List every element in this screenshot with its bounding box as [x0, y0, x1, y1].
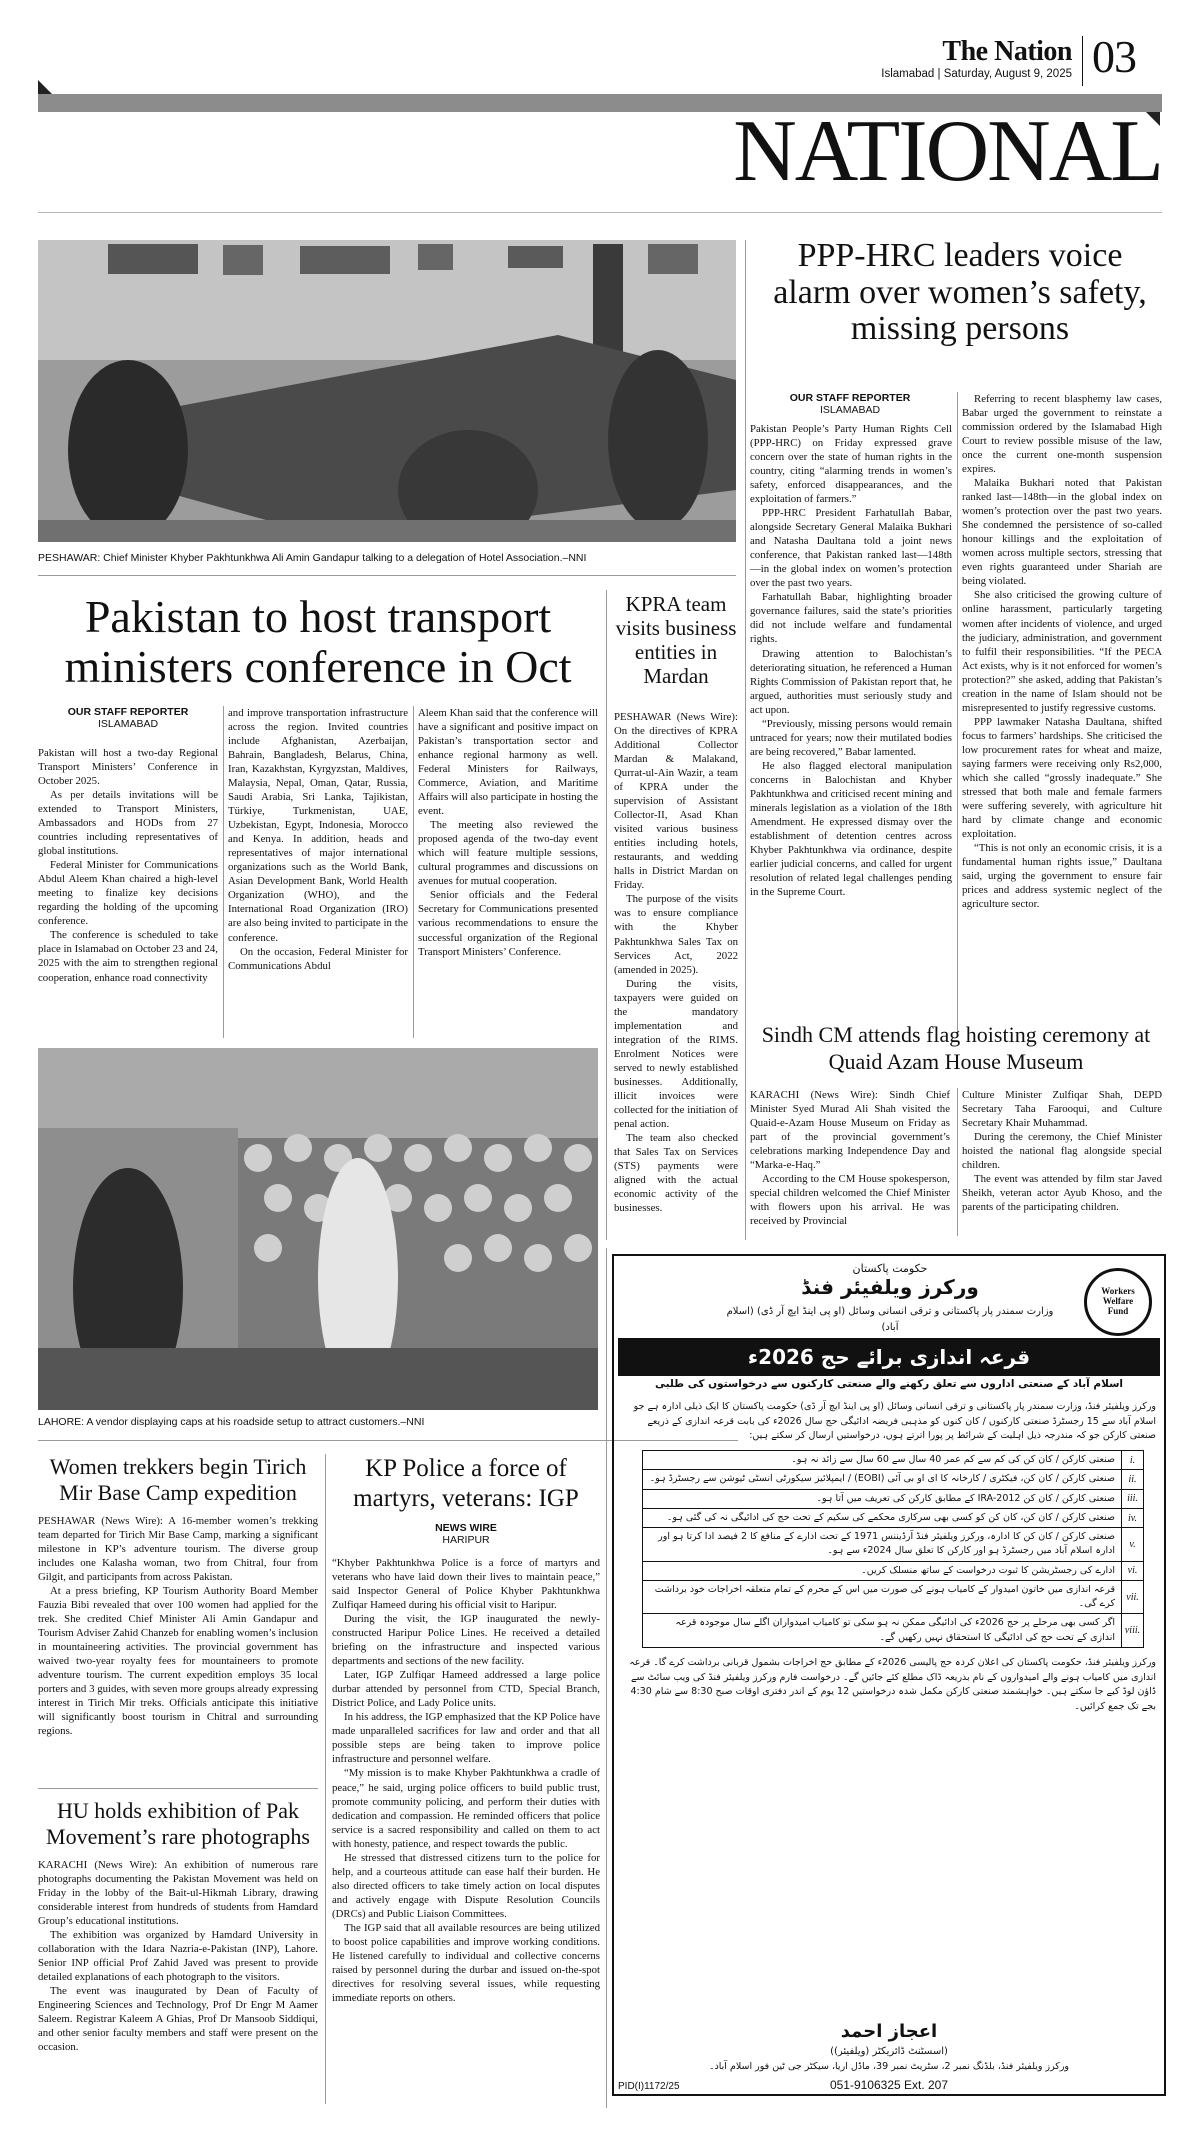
kpra-headline: KPRA team visits business entities in Mardan [615, 592, 737, 689]
ppp-body-col1 [750, 422, 952, 899]
trekkers-body [38, 1514, 318, 1739]
kp-police-body [332, 1556, 600, 2005]
advert-condition-text: صنعتی کارکن / کان کن، فیکٹری / کارخانہ کا ای او بی آئی (EOBI) / ایمپلائیز سیکورٹی انسٹی ٹیوشن سے رجسٹرڈ ہو۔ [649, 1473, 1115, 1485]
advert-condition-number: i. [1121, 1451, 1143, 1469]
section-title: NATIONAL [733, 103, 1162, 200]
top-bar-left-mark [38, 80, 52, 94]
hu-paragraph: The exhibition was organized by Hamdard University in collaboration with the Idara Nazria-e-Pakistan (INP), Lahore. Senior INP official Prof Zahid Javed was present to provide detailed explanations of each photograph to the visitors. [38, 1929, 318, 1984]
advert-org-name: ورکرز ویلفیئر فنڈ [801, 1275, 979, 1299]
kp-police-headline: KP Police a force of martyrs, veterans: IGP [353, 1455, 579, 1512]
trekkers-headline: Women trekkers begin Tirich Mir Base Camp expedition [49, 1454, 307, 1506]
transport-body-col3 [418, 706, 598, 959]
advert-closing: ورکرز ویلفیئر فنڈ، حکومت پاکستان کی اعلان کردہ حج پالیسی 2026ء کے مطابق حج اخراجات بشمول قربانی برداشت کرے گا۔ قرعہ اندازی میں کامیاب ہونے والے امیدواروں کے نام بذریعہ ڈاک مطلع کئے جائیں گے۔ درخواست فارم ورکرز ویلفیئر فنڈ کی ویب سائٹ سے ڈاؤن لوڈ کیے جا سکتے ہیں۔ خواہشمند صنعتی کارکن مکمل شدہ درخواستیں 12 یوم کے اندر دفتری اوقات صبح 8:30 سے شام 4:30 بجے تک جمع کرائیں۔ [629, 1656, 1156, 1713]
advert-condition-row [642, 1490, 1144, 1509]
trekkers-hu-rule [38, 1788, 318, 1789]
sindh-paragraph: During the ceremony, the Chief Minister hoisted the national flag alongside special children. [962, 1131, 1162, 1172]
sindh-paragraph: The event was attended by film star Javed Sheikh, veteran actor Ayub Khoso, and the parents of the participating children. [962, 1173, 1162, 1214]
advert-condition-row [642, 1562, 1144, 1581]
advert-condition-row [642, 1528, 1144, 1562]
advert-ministry: وزارت سمندر پار پاکستانی و ترقی انسانی وسائل (او پی اینڈ ایچ آر ڈی) (اسلام آباد) [726, 1306, 1054, 1333]
kpra-body [614, 710, 738, 1215]
left-mid-rule [325, 1454, 326, 2104]
advert-condition-row [642, 1470, 1144, 1489]
advert-condition-row [642, 1614, 1144, 1648]
left-right-rule-1 [745, 240, 746, 1240]
ppp-paragraph: Farhatullah Babar, highlighting broader governance failures, said the state’s priorities did not include welfare and fundamental rights. [750, 591, 952, 646]
advert-phone: 051-9106325 Ext. 207 [829, 2078, 949, 2092]
edition-date: Islamabad | Saturday, August 9, 2025 [881, 68, 1072, 80]
transport-paragraph: The conference is scheduled to take place in Islamabad on October 23 and 24, 2025 with the aim to strengthen regional cooperation, enhance road connectivity [38, 929, 218, 984]
transport-paragraph: Aleem Khan said that the conference will have a significant and positive impact on Pakistan’s transportation sector and enhance regional harmony as well. Federal Ministers for Railways, Commerce, Aviation, and Maritime Affairs will also participate in hosting the event. [418, 707, 598, 818]
kpra-paragraph: PESHAWAR (News Wire): On the directives of KPRA Additional Collector Mardan & Malakand, Qurrat-ul-Ain Wazir, a team of KPRA under the supervision of Assistant Collector-II, Asad Khan visited various business entities including hotels, restaurants, and wedding halls in District Mardan on Friday. [614, 711, 738, 892]
meeting-photo [38, 240, 736, 542]
advert-condition-number: v. [1121, 1528, 1143, 1561]
kp-police-paragraph: The IGP said that all available resources are being utilized to boost police capabilities and improve working conditions. He listened carefully to individual and collective concerns raised by personnel during the durbar and issued on-the-spot directives for resolving several issues, while requesting immediate reports on others. [332, 1921, 600, 2004]
transport-paragraph: Federal Minister for Communications Abdul Aleem Khan chaired a high-level meeting to finalize key decisions regarding the holding of the upcoming conference. [38, 859, 218, 928]
cap-vendor-photo [38, 1048, 598, 1410]
page-number: 03 [1092, 31, 1136, 82]
ppp-paragraph: Referring to recent blasphemy law cases, Babar urged the government to reinstate a commission ordered by the Islamabad High Court to review possible misuse of the law, once the current one-month suspension expires. [962, 393, 1162, 476]
kp-police-paragraph: “My mission is to make Khyber Pakhtunkhwa a cradle of peace,” he said, urging police officers to build public trust, promote community policing, and perform their duties with dedication and compassion. He reminded officers that police service is a sacred responsibility and called on them to act with honesty, patience, and respect towards the public. [332, 1767, 600, 1850]
ppp-paragraph: “This is not only an economic crisis, it is a fundamental human rights issue,” Daultana said, urging the government to ensure fair prices and address systemic neglect of the agriculture sector. [962, 842, 1162, 911]
advert-condition-text: صنعتی کارکن / کان کن IRA-2012 کے مطابق کارکن کی تعریف میں آتا ہو۔ [816, 1492, 1115, 1504]
hu-paragraph: KARACHI (News Wire): An exhibition of numerous rare photographs documenting the Pakistan Movement was held on Friday in the lobby of the Bait-ul-Hikmah Library, drawing considerable interest from hundreds of students from Hamdard Group’s educational institutions. [38, 1859, 318, 1928]
ppp-col-rule [957, 392, 958, 1032]
sindh-body-col2 [962, 1088, 1162, 1214]
kpra-paragraph: The purpose of the visits was to ensure compliance with the Khyber Pakhtunkhwa Sales Tax on Services Act, 2022 (amended in 2025). [614, 893, 738, 976]
sindh-headline: Sindh CM attends flag hoisting ceremony at Quaid Azam House Museum [761, 1022, 1151, 1074]
advert-condition-text: صنعتی کارکن / کان کن، کان کن کو کسی بھی سرکاری محکمے کی سکیم کے تحت حج کی ادائیگی نہ کی گئی ہو۔ [666, 1511, 1115, 1523]
transport-headline: Pakistan to host transport ministers conference in Oct [64, 591, 572, 692]
ppp-paragraph: “Previously, missing persons would remain untraced for years; now their mutilated bodies are being recovered,” Babar lamented. [750, 717, 952, 758]
advert-logo-text: Workers Welfare Fund [1101, 1286, 1135, 1316]
advert-intro: ورکرز ویلفیئر فنڈ، وزارت سمندر پار پاکستانی و ترقی انسانی وسائل (او پی اینڈ ایچ آر ڈی) حکومت پاکستان کا ایک ذیلی ادارہ ہے جو اسلام آباد سے 15 رجسٹرڈ صنعتی کارکنوں / کان کنوں کو مذہبی فریضہ ادائیگی حج سال 2026ء کی بابت قرعہ اندازی کے ذریعے صنعتی کارکن جو کہ مندرجہ ذیل اہلیت کے شرائط پر پورا اترتے ہوں، درخواستیں ارسال کر سکتے ہیں: [633, 1401, 1156, 1442]
trekkers-paragraph: At a press briefing, KP Tourism Authority Board Member Fauzia Bibi revealed that over 100 women had applied for the trek. She credited Chief Minister Ali Amin Gandapur and Tourism Adviser Zahid Chanzeb for enabling women’s inclusion in mountaineering activities. The provincial government has waived two-year royalty fees for mountaineers to promote adventure tourism. The current expedition employs 35 local porters and 3 guides, with seven more groups already expressing interest in Tirich Mir treks. Officials anticipate this initiative will significantly boost tourism in Chitral and surrounding regions. [38, 1585, 318, 1738]
trekkers-paragraph: PESHAWAR (News Wire): A 16-member women’s trekking team departed for Tirich Mir Base Camp, marking a significant milestone in KP’s adventure tourism. The diverse group includes one Kalasha woman, two from Chitral, four from Gilgit, and participants from across Pakistan. [38, 1515, 318, 1584]
transport-byline: OUR STAFF REPORTER [67, 706, 189, 718]
ppp-body-col2 [962, 392, 1162, 911]
kp-police-paragraph: He stressed that distressed citizens turn to the police for help, and a courteous attitude can ease half their burden. He also directed officers to take timely action on local disputes and actively engage with Dispute Resolution Councils (DRCs) and Public Liaison Committees. [332, 1851, 600, 1920]
advert-banner-text: قرعہ اندازی برائے حج 2026ء [747, 1344, 1031, 1369]
sindh-body-col1 [750, 1088, 950, 1228]
sindh-paragraph: KARACHI (News Wire): Sindh Chief Minister Syed Murad Ali Shah visited the Quaid-e-Azam House Museum on Friday as part of the provincial government’s celebrations marking Independence Day and “Marka-e-Haq.” [750, 1089, 950, 1172]
transport-body-col1 [38, 746, 218, 985]
advert-condition-row [642, 1451, 1144, 1470]
ppp-paragraph: PPP lawmaker Natasha Daultana, shifted focus to farmers’ hardships. She criticised the low procurement rates for wheat and maize, saying farmers were receiving only Rs2,000, which she called “grossly inadequate.” She stressed that both male and female farmers were suffering severely, with agriculture hit hard by climate change and economic exploitation. [962, 715, 1162, 840]
kp-police-paragraph: Later, IGP Zulfiqar Hameed addressed a large police durbar attended by personnel from CTD, Special Branch, District Police, and Lady Police units. [332, 1669, 600, 1710]
transport-paragraph: The meeting also reviewed the proposed agenda of the two-day event which will feature multiple sessions, cultural programmes and discussions on avenues for mutual cooperation. [418, 819, 598, 888]
transport-dateline: ISLAMABAD [97, 718, 159, 730]
ppp-paragraph: He also flagged electoral manipulation concerns in Balochistan and Khyber Pakhtunkhwa and criticised recent mining and minerals legislation as a violation of the 18th Amendment. He expressed dismay over the establishment of detention centres across Khyber Pakhtunkhwa via ordinance, despite earlier judicial concerns, and called for urgent resolution of related legal challenges pending in the Supreme Court. [750, 759, 952, 899]
transport-paragraph: As per details invitations will be extended to Transport Ministers, Ambassadors and HODs from 27 countries including representatives of global institutions. [38, 789, 218, 858]
advert-condition-number: iv. [1121, 1509, 1143, 1527]
masthead-divider [1082, 36, 1083, 86]
transport-body-col2 [228, 706, 408, 973]
advert-address: ورکرز ویلفیئر فنڈ، بلڈنگ نمبر 2، سٹریٹ نمبر 39، ماڈل اریا، سیکٹر جی ٹین فور اسلام آباد۔ [708, 2061, 1070, 2072]
transport-paragraph: Senior officials and the Federal Secretary for Communications presented various recommendations to ensure the successful organization of the Regional Transport Ministers’ Conference. [418, 889, 598, 958]
advert-condition-text: قرعہ اندازی میں خاتون امیدوار کے کامیاب ہونے کی صورت میں اس کے محرم کے تمام متعلقہ اخراجات خود برداشت کرے گی۔ [654, 1583, 1115, 1610]
kp-police-byline: NEWS WIRE [435, 1522, 497, 1534]
kp-police-paragraph: “Khyber Pakhtunkhwa Police is a force of martyrs and veterans who have laid down their lives to maintain peace,” said Inspector General of Police Khyber Pakhtunkhwa Zulfiqar Hameed during his official visit to Haripur. [332, 1557, 600, 1612]
sindh-col-rule [957, 1088, 958, 1236]
hu-paragraph: The event was inaugurated by Dean of Faculty of Engineering Sciences and Technology, Prof Dr Engr M Aamer Saleem. Registrar Kaleem A Ghias, Prof Dr Mansoob Siddiqui, and other senior faculty members and staff were present on the occasion. [38, 1985, 318, 2054]
transport-kpra-rule [606, 590, 607, 1240]
advert-govt: حکومت پاکستان [852, 1262, 928, 1275]
transport-paragraph: and improve transportation infrastructure across the region. Invited countries include Afghanistan, Azerbaijan, Bahrain, Bangladesh, Belarus, China, Iran, Kazakhstan, Kyrgyzstan, Maldives, Malaysia, Nepal, Oman, Qatar, Russia, Saudi Arabia, Sri Lanka, Tajikistan, Türkiye, Turkmenistan, UAE, Uzbekistan, Egypt, Indonesia, Morocco and Kenya. In addition, heads and representatives of major international organizations such as the World Bank, Asian Development Bank, World Health Organization (WHO), and the International Road Organization (IRO) are also being invited to participate in the conference. [228, 707, 408, 944]
ppp-headline: PPP-HRC leaders voice alarm over women’s safety, missing persons [773, 237, 1147, 348]
advert-condition-text: اگر کسی بھی مرحلے پر حج 2026ء کی ادائیگی ممکن نہ ہو سکی تو کامیاب امیدواران اگلے سال موجودہ قرعہ اندازی کے تحت حج کی ادائیگی کا استحقاق نہیں رکھیں گے۔ [675, 1617, 1115, 1643]
advert-conditions-table [642, 1450, 1144, 1648]
mid-right-rule [606, 1248, 607, 2108]
ppp-paragraph: She also criticised the growing culture of online harassment, particularly targeting women after incidents of violence, and urged the judiciary, administration, and government to fulfil their responsibilities. “If the PECA Act exists, why is it not enforced for women’s protection?” she asked, adding that Pakistan’s creation in the name of Islam should not be misrepresented to justify regressive customs. [962, 589, 1162, 714]
kpra-paragraph: During the visits, taxpayers were guided on the mandatory implementation and integration of the RIMS. Enrolment Notices were served to newly established businesses. Additionally, illicit invoices were collected for the initiation of penal action. [614, 977, 738, 1130]
transport-col-rule-1 [223, 706, 224, 1038]
meeting-photo-caption: PESHAWAR: Chief Minister Khyber Pakhtunkhwa Ali Amin Gandapur talking to a delegation of Hotel Association.–NNI [38, 552, 587, 564]
advert-condition-row [642, 1509, 1144, 1528]
sindh-paragraph: Culture Minister Zulfiqar Shah, DEPD Secretary Taha Farooqui, and Culture Secretary Khair Muhammad. [962, 1089, 1162, 1130]
advert-condition-text: صنعتی کارکن / کان کن کا ادارہ، ورکرز ویلفیئر فنڈ آرڈیننس 1971 کے تحت ادارے کے منافع کا 2 فیصد ادا کرتا ہو اور ادارہ اسلام آباد میں رجسٹرڈ ہو اور کارکن کا تعلق سال 2024ء سے ہو۔ [658, 1531, 1115, 1557]
transport-paragraph: On the occasion, Federal Minister for Communications Abdul [228, 945, 408, 972]
advert-condition-number: ii. [1121, 1470, 1143, 1488]
advert-condition-row [642, 1581, 1144, 1615]
advert-condition-number: viii. [1121, 1614, 1143, 1647]
advert-signatory-name: اعجاز احمد [840, 2021, 938, 2042]
kp-police-dateline: HARIPUR [442, 1534, 490, 1546]
advert-sub-banner: اسلام آباد کے صنعتی اداروں سے تعلق رکھنے والے صنعتی کارکنوں سے درخواستوں کی طلبی [654, 1378, 1124, 1390]
advert-banner [618, 1338, 1160, 1376]
advert-condition-number: iii. [1121, 1490, 1143, 1508]
hu-body [38, 1858, 318, 2054]
ppp-byline: OUR STAFF REPORTER [789, 392, 911, 404]
kp-police-paragraph: In his address, the IGP emphasized that the KP Police have made unparalleled sacrifices for law and order and that all possible steps are being taken to improve police infrastructure and personnel welfare. [332, 1711, 600, 1766]
advert-signatory-title: (اسسٹنٹ ڈائریکٹر (ویلفیئر)) [830, 2046, 948, 2057]
ppp-paragraph: Drawing attention to Balochistan’s deteriorating situation, he referenced a Human Rights Commission of Pakistan report that, he argued, authorities must seriously study and act upon. [750, 647, 952, 716]
transport-paragraph: Pakistan will host a two-day Regional Transport Ministers’ Conference in October 2025. [38, 747, 218, 788]
advert-logo [1084, 1268, 1152, 1336]
advert-condition-text: ادارے کی رجسٹریشن کا ثبوت درخواست کے ساتھ منسلک کریں۔ [861, 1564, 1115, 1576]
caption-rule-1 [38, 575, 736, 576]
advert-condition-number: vii. [1121, 1581, 1143, 1614]
ppp-paragraph: PPP-HRC President Farhatullah Babar, alongside Secretary General Malaika Bukhari and Natasha Daultana told a joint news conference, that Pakistan ranked last—148th—in the global index on women’s protection over the past two years. [750, 507, 952, 590]
advert-condition-number: vi. [1121, 1562, 1143, 1580]
kp-police-paragraph: During the visit, the IGP inaugurated the newly-constructed Haripur Police Lines. He received a detailed briefing on the infrastructure and inspected various departments and sections of the new facility. [332, 1613, 600, 1668]
ppp-dateline: ISLAMABAD [819, 404, 881, 416]
paper-name: The Nation [942, 36, 1072, 67]
transport-col-rule-2 [413, 706, 414, 1038]
section-rule [38, 212, 1162, 213]
advert-condition-text: صنعتی کارکن / کان کن کی کم سے کم عمر 40 سال سے 60 سال سے زائد نہ ہو۔ [791, 1454, 1115, 1466]
ppp-paragraph: Malaika Bukhari noted that Pakistan ranked last—148th—in the global index on women’s protection over the past two years. She condemned the persistence of so-called honour killings and the exploitation of women across multiple sectors, stressing that even rights guaranteed under Shariah are being violated. [962, 477, 1162, 588]
cap-vendor-caption: LAHORE: A vendor displaying caps at his roadside setup to attract customers.–NNI [38, 1416, 425, 1428]
hu-headline: HU holds exhibition of Pak Movement’s rare photographs [46, 1798, 310, 1850]
ppp-paragraph: Pakistan People’s Party Human Rights Cell (PPP-HRC) on Friday expressed grave concern over the state of human rights in the country, citing “alarming trends in women’s safety, enforced disappearances, and the exploitation of farmers.” [750, 423, 952, 506]
sindh-paragraph: According to the CM House spokesperson, special children welcomed the Chief Minister with flowers upon his arrival. He was received by Provincial [750, 1173, 950, 1228]
kpra-paragraph: The team also checked that Sales Tax on Services (STS) payments were aligned with the actual economic activity of the businesses. [614, 1131, 738, 1215]
advert-pid: PID(I)1172/25 [618, 2081, 680, 2092]
hajj-advert [612, 1254, 1166, 2096]
section-title-mark [1146, 112, 1160, 126]
